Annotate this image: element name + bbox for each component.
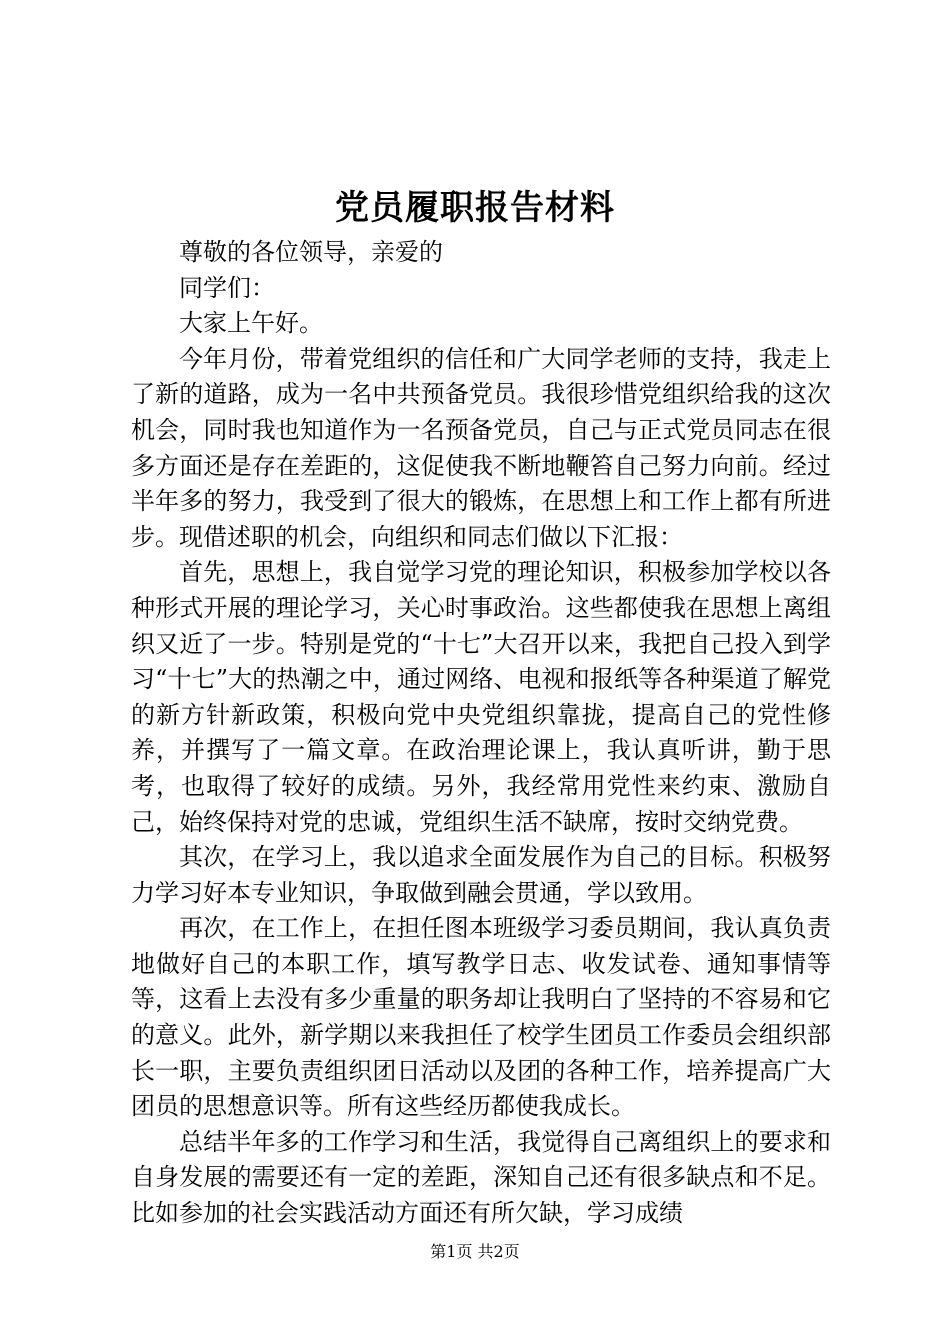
- document-title: 党员履职报告材料: [335, 188, 615, 228]
- document-body: [131, 235, 831, 1232]
- paragraph-thought: 首先，思想上，我自觉学习党的理论知识，积极参加学校以各种形式开展的理论学习，关心时事政治。这些都使我在思想上离组织又近了一步。特别是党的“十七”大召开以来，我把自己投入到学习“十七”大的热潮之中，通过网络、电视和报纸等各种渠道了解党的新方针新政策，积极向党中央党组织靠拢，提高自己的党性修养，并撰写了一篇文章。在政治理论课上，我认真听讲，勤于思考，也取得了较好的成绩。另外，我经常用党性来约束、激励自己，始终保持对党的忠诚，党组织生活不缺席，按时交纳党费。: [131, 558, 831, 836]
- paragraph-summary: 总结半年多的工作学习和生活，我觉得自己离组织上的要求和自身发展的需要还有一定的差距，深知自己还有很多缺点和不足。比如参加的社会实践活动方面还有所欠缺，学习成绩: [131, 1127, 831, 1228]
- greeting: 大家上午好。: [179, 309, 323, 338]
- salutation-line-1: 尊敬的各位领导，亲爱的: [179, 238, 443, 266]
- paragraph-intro: 今年月份，带着党组织的信任和广大同学老师的支持，我走上了新的道路，成为一名中共预备党员。我很珍惜党组织给我的这次机会，同时我也知道作为一名预备党员，自己与正式党员同志在很多方面还是存在差距的，这促使我不断地鞭笞自己努力向前。经过半年多的努力，我受到了很大的锻炼，在思想上和工作上都有所进步。现借述职的机会，向组织和同志们做以下汇报：: [131, 344, 831, 551]
- paragraph-study: 其次，在学习上，我以追求全面发展作为自己的目标。积极努力学习好本专业知识，争取做到融会贯通，学以致用。: [131, 843, 831, 907]
- salutation-line-2: 同学们：: [179, 273, 275, 302]
- page-number: 第1页 共2页: [430, 1242, 520, 1261]
- paragraph-work: 再次，在工作上，在担任图本班级学习委员期间，我认真负责地做好自己的本职工作，填写教学日志、收发试卷、通知事情等等，这看上去没有多少重量的职务却让我明白了坚持的不容易和它的意义。此外，新学期以来我担任了校学生团员工作委员会组织部长一职，主要负责组织团日活动以及团的各种工作，培养提高广大团员的思想意识等。所有这些经历都使我成长。: [131, 914, 831, 1121]
